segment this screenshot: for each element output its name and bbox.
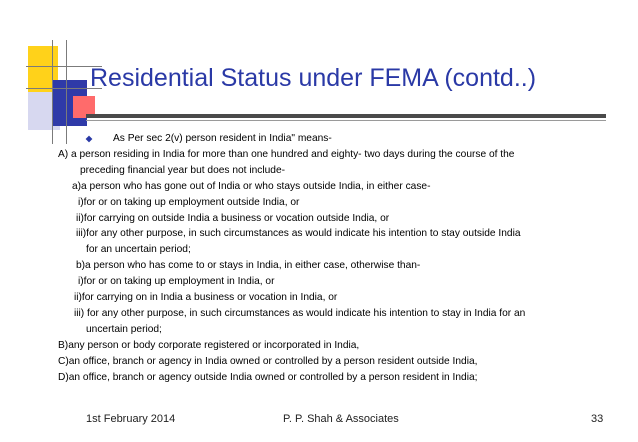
body-line: A) a person residing in India for more than one hundred and eighty- two days during the course of the: [58, 148, 515, 160]
body-line: i)for or on taking up employment in India, or: [78, 276, 275, 288]
body-line: i)for or on taking up employment outside India, or: [78, 196, 300, 208]
slide-title: Residential Status under FEMA (contd..): [90, 64, 537, 92]
footer-author: P. P. Shah & Associates: [283, 413, 399, 425]
bullet-text: As Per sec 2(v) person resident in India" means-: [113, 133, 332, 144]
body-line: B)any person or body corporate registered or incorporated in India,: [58, 339, 360, 351]
decor-grid-line: [52, 40, 53, 144]
body-line: C)an office, branch or agency in India owned or controlled by a person resident outside India,: [58, 355, 478, 367]
body-line: a)a person who has gone out of India or who stays outside India, in either case-: [72, 180, 431, 192]
footer-date: 1st February 2014: [86, 413, 176, 425]
decor-grid-line: [66, 40, 67, 144]
body-line: b)a person who has come to or stays in India, in either case, otherwise than-: [76, 260, 421, 272]
bullet-item: [58, 131, 618, 147]
body-line: D)an office, branch or agency outside India owned or controlled by a person resident in India;: [58, 371, 478, 383]
slide-body: [58, 131, 618, 386]
body-line: for an uncertain period;: [86, 244, 191, 256]
bullet-icon: [86, 136, 93, 143]
title-underline-thin: [86, 120, 606, 121]
body-line: ii)for carrying on in India a business or vocation in India, or: [74, 292, 338, 304]
page-number: 33: [591, 413, 604, 425]
title-underline: [86, 114, 606, 118]
body-line: iii) for any other purpose, in such circumstances as would indicate his intention to stay in India for an: [74, 307, 526, 319]
body-line: ii)for carrying on outside India a business or vocation outside India, or: [76, 212, 390, 224]
body-line: iii)for any other purpose, in such circumstances as would indicate his intention to stay outside India: [76, 228, 521, 240]
body-line: preceding financial year but does not include-: [80, 164, 286, 176]
body-line: uncertain period;: [86, 323, 162, 335]
